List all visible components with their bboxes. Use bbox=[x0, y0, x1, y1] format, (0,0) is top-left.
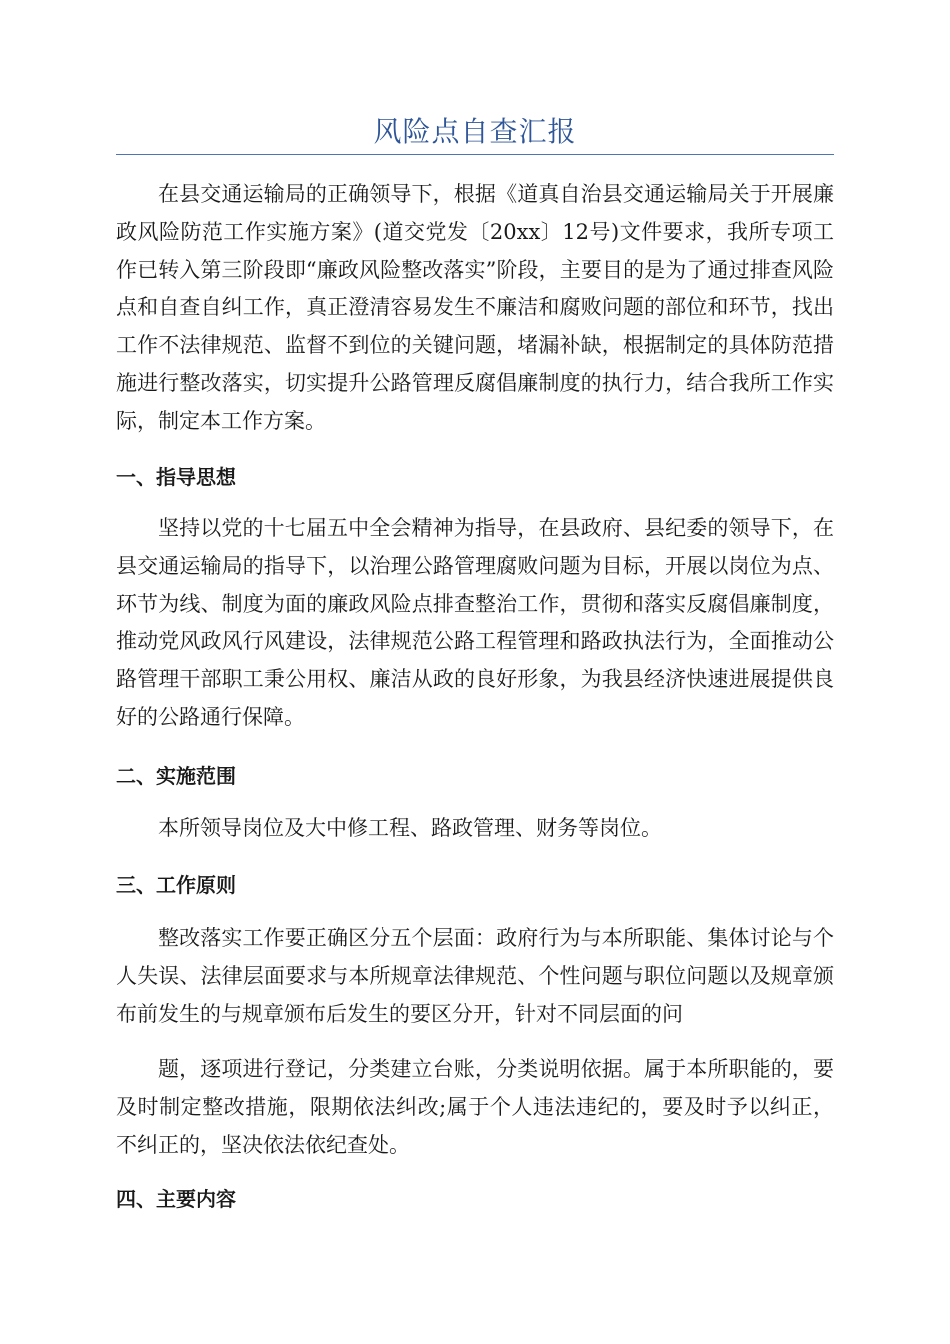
section-body-scope: 本所领导岗位及大中修工程、路政管理、财务等岗位。 bbox=[158, 816, 662, 840]
section-body-guiding-ideology: 坚持以党的十七届五中全会精神为指导，在县政府、县纪委的领导下，在县交通运输局的指导下，以治理公路管理腐败问题为目标，开展以岗位为点、环节为线、制度为面的廉政风险点排查整治工作，贯彻和落实反腐倡廉制度，推动党风政风行风建设，法律规范公路工程管理和路政执法行为，全面推动公路管理干部职工秉公用权、廉洁从政的良好形象，为我县经济快速进展提供良好的公路通行保障。 bbox=[116, 516, 834, 729]
intro-paragraph: 在县交通运输局的正确领导下，根据《道真自治县交通运输局关于开展廉政风险防范工作实施方案》(道交党发〔20xx〕12号)文件要求，我所专项工作已转入第三阶段即“廉政风险整改落实”阶段，主要目的是为了通过排查风险点和自查自纠工作，真正澄清容易发生不廉洁和腐败问题的部位和环节，找出工作不法律规范、监督不到位的关键问题，堵漏补缺，根据制定的具体防范措施进行整改落实，切实提升公路管理反腐倡廉制度的执行力，结合我所工作实际，制定本工作方案。 bbox=[116, 182, 834, 433]
section-body-principles-continued: 题，逐项进行登记，分类建立台账，分类说明依据。属于本所职能的，要及时制定整改措施，限期依法纠改;属于个人违法违纪的，要及时予以纠正，不纠正的，坚决依法依纪查处。 bbox=[116, 1057, 834, 1157]
section-heading-principles: 三、工作原则 bbox=[116, 873, 236, 897]
title-underline bbox=[116, 154, 834, 155]
section-body-principles: 整改落实工作要正确区分五个层面：政府行为与本所职能、集体讨论与个人失误、法律层面要求与本所规章法律规范、个性问题与职位问题以及规章颁布前发生的与规章颁布后发生的要区分开，针对不同层面的问 bbox=[116, 926, 834, 1026]
section-heading-scope: 二、实施范围 bbox=[116, 764, 236, 788]
section-heading-main-content: 四、主要内容 bbox=[116, 1187, 236, 1211]
document-title: 风险点自查汇报 bbox=[373, 115, 577, 148]
section-heading-guiding-ideology: 一、指导思想 bbox=[116, 465, 236, 489]
